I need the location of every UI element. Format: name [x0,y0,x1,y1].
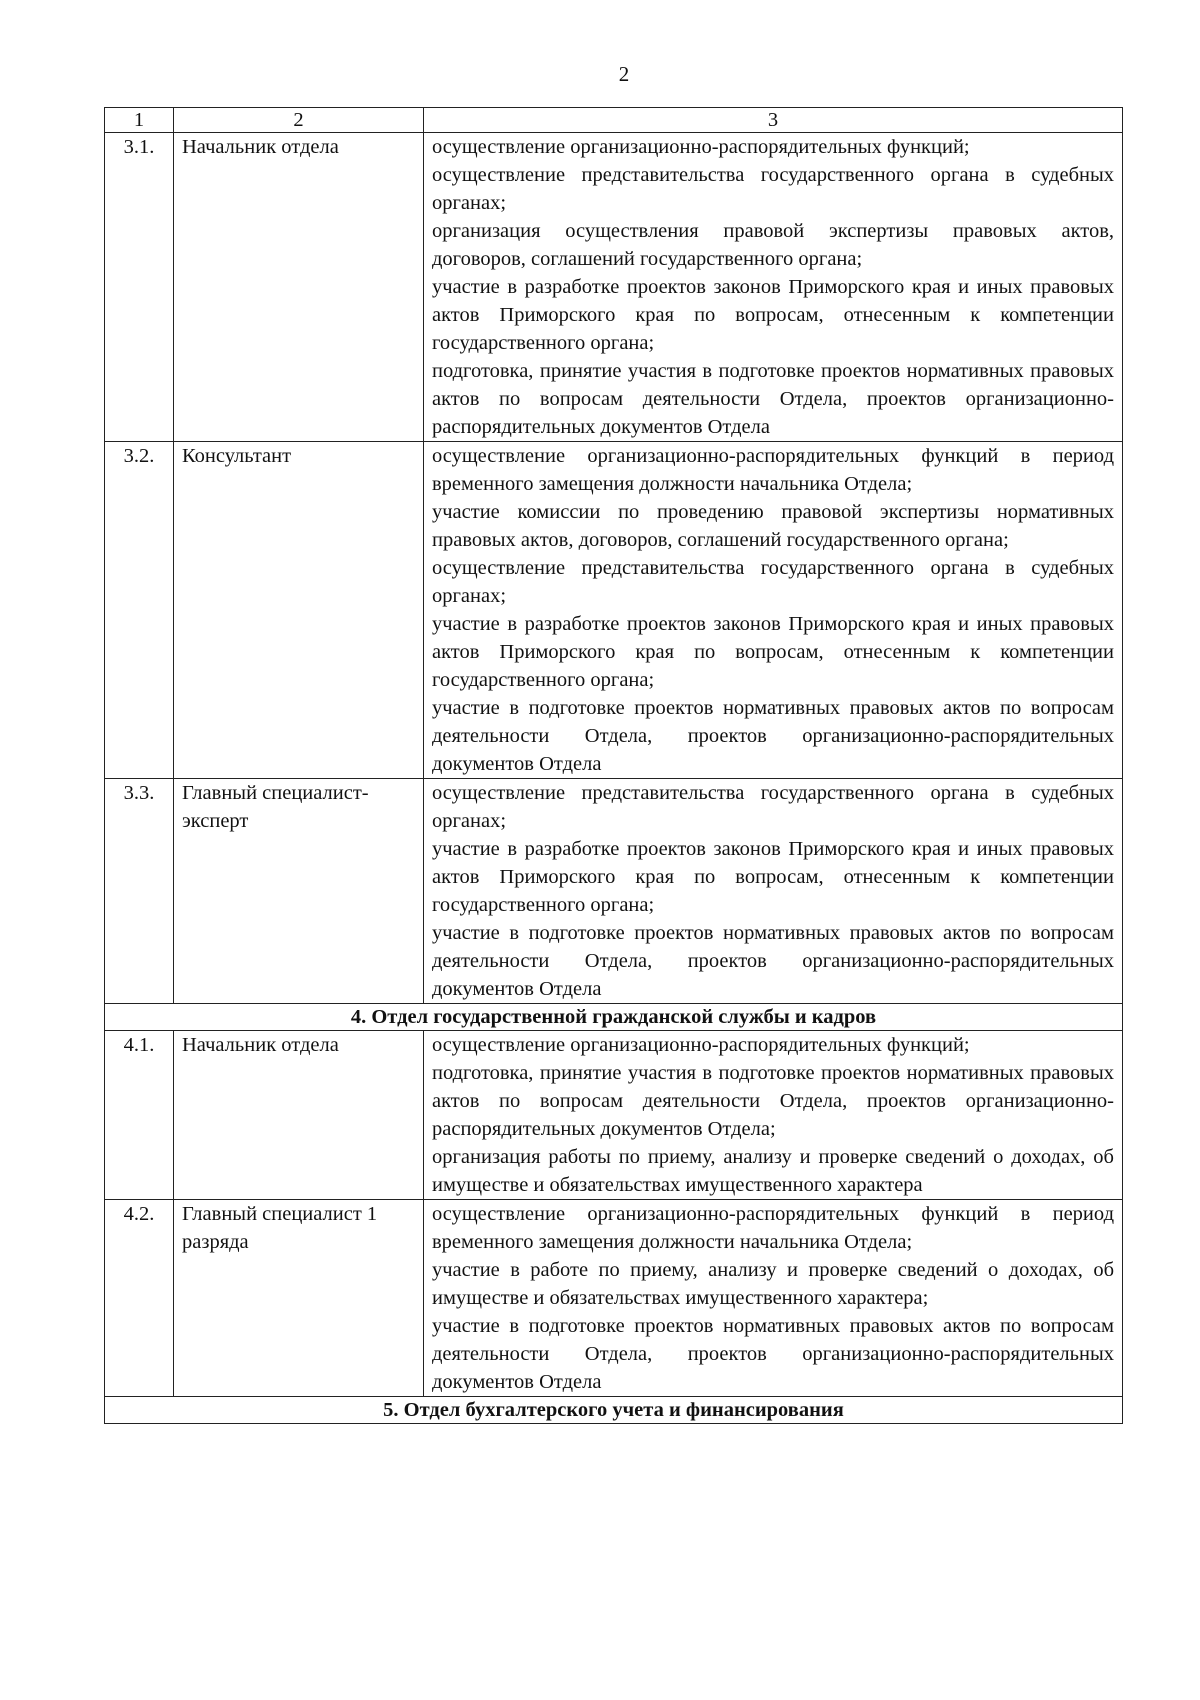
position-title: Главный специалист 1 разряда [174,1200,424,1397]
duty-item: организация осуществления правовой экспертизы правовых актов, договоров, соглашений государственного органа; [432,220,1114,270]
row-number: 4.2. [105,1200,174,1397]
section-heading: 5. Отдел бухгалтерского учета и финансирования [105,1397,1123,1424]
duty-item: осуществление представительства государственного органа в судебных органах; [432,557,1114,607]
position-title: Начальник отдела [174,1031,424,1200]
position-title: Консультант [174,442,424,779]
duty-item: участие в разработке проектов законов Приморского края и иных правовых актов Приморского края по вопросам, отнесенным к компетенции государственного органа; [432,838,1114,916]
duty-item: осуществление представительства государственного органа в судебных органах; [432,782,1114,832]
table-row [105,1200,1123,1397]
duty-item: подготовка, принятие участия в подготовке проектов нормативных правовых актов по вопросам деятельности Отдела, проектов организационно-распорядительных документов Отдела; [432,1062,1114,1140]
section-heading-row [105,1397,1123,1424]
duty-item: осуществление организационно-распорядительных функций в период временного замещения должности начальника Отдела; [432,445,1114,495]
header-cell-num: 1 [105,108,174,133]
duty-item: участие в подготовке проектов нормативных правовых актов по вопросам деятельности Отдела, проектов организационно-распорядительных документов Отдела [432,697,1114,775]
section-heading: 4. Отдел государственной гражданской службы и кадров [105,1004,1123,1031]
duties-cell [424,779,1123,1004]
row-number: 3.3. [105,779,174,1004]
row-number: 4.1. [105,1031,174,1200]
page-number: 2 [618,62,630,86]
duties-cell [424,1200,1123,1397]
duty-item: осуществление представительства государственного органа в судебных органах; [432,164,1114,214]
position-title: Главный специалист-эксперт [174,779,424,1004]
position-title: Начальник отдела [174,133,424,442]
header-cell-position: 2 [174,108,424,133]
duty-item: участие в работе по приему, анализу и проверке сведений о доходах, об имуществе и обязательствах имущественного характера; [432,1259,1114,1309]
duty-item: участие в подготовке проектов нормативных правовых актов по вопросам деятельности Отдела, проектов организационно-распорядительных документов Отдела [432,1315,1114,1393]
duty-item: подготовка, принятие участия в подготовке проектов нормативных правовых актов по вопросам деятельности Отдела, проектов организационно-распорядительных документов Отдела [432,360,1114,438]
row-number: 3.2. [105,442,174,779]
duties-cell [424,442,1123,779]
duty-item: организация работы по приему, анализу и проверке сведений о доходах, об имуществе и обязательствах имущественного характера [432,1146,1114,1196]
section-heading-row [105,1004,1123,1031]
duties-table [104,107,1123,1424]
header-cell-duties: 3 [424,108,1123,133]
duty-item: участие комиссии по проведению правовой экспертизы нормативных правовых актов, договоров, соглашений государственного органа; [432,501,1114,551]
table-header-row [105,108,1123,133]
table-row [105,779,1123,1004]
table-row [105,133,1123,442]
duty-item: осуществление организационно-распорядительных функций в период временного замещения должности начальника Отдела; [432,1203,1114,1253]
duty-item: осуществление организационно-распорядительных функций; [432,136,970,158]
row-number: 3.1. [105,133,174,442]
duty-item: участие в разработке проектов законов Приморского края и иных правовых актов Приморского края по вопросам, отнесенным к компетенции государственного органа; [432,276,1114,354]
table-row [105,1031,1123,1200]
duties-cell [424,133,1123,442]
duties-cell [424,1031,1123,1200]
duty-item: участие в подготовке проектов нормативных правовых актов по вопросам деятельности Отдела, проектов организационно-распорядительных документов Отдела [432,922,1114,1000]
duty-item: осуществление организационно-распорядительных функций; [432,1034,970,1056]
duty-item: участие в разработке проектов законов Приморского края и иных правовых актов Приморского края по вопросам, отнесенным к компетенции государственного органа; [432,613,1114,691]
table-row [105,442,1123,779]
